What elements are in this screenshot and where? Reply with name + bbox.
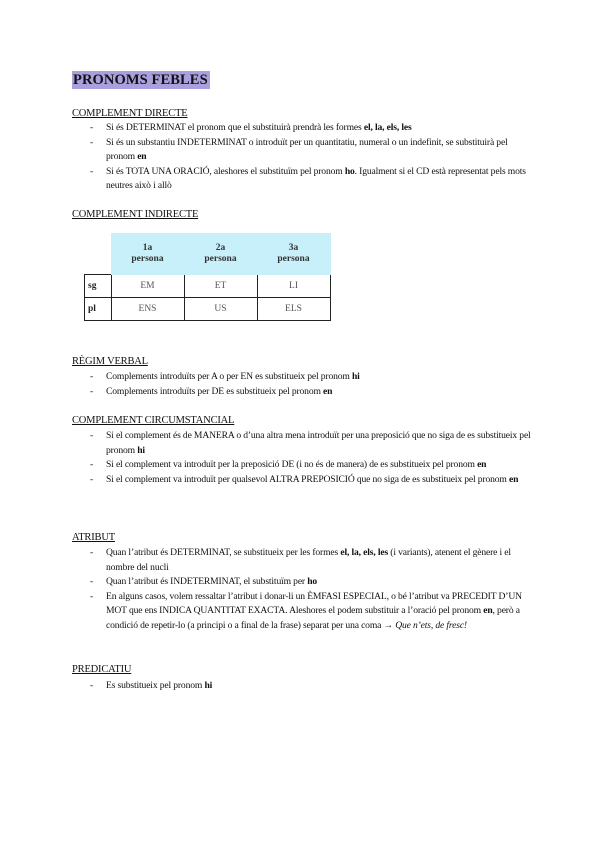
- heading-complement-indirecte: COMPLEMENT INDIRECTE: [72, 209, 199, 220]
- list-complement-circumstancial: [72, 429, 532, 487]
- table-cell: US: [184, 297, 257, 320]
- list-item: - Quan l’atribut és INDETERMINAT, el substituïm per ho: [72, 575, 532, 590]
- table-row: [85, 274, 331, 297]
- row-label: sg: [85, 274, 112, 297]
- table-cell: ENS: [111, 297, 184, 320]
- table-row: [85, 297, 331, 320]
- page-title: PRONOMS FEBLES: [73, 72, 208, 88]
- list-item: - Si és TOTA UNA ORACIÓ, aleshores el substituïm pel pronom ho. Igualment si el CD està representat pels mots neutres això i allò: [72, 165, 532, 194]
- table-header: 3a persona: [257, 234, 330, 275]
- heading-complement-directe: COMPLEMENT DIRECTE: [72, 108, 188, 119]
- pronoun-table: [84, 233, 331, 321]
- table-header: 2a persona: [184, 234, 257, 275]
- heading-regim-verbal: RÈGIM VERBAL: [72, 356, 148, 367]
- list-atribut: [72, 546, 532, 634]
- heading-atribut: ATRIBUT: [72, 532, 115, 543]
- table-cell: ELS: [257, 297, 330, 320]
- table-cell: LI: [257, 274, 330, 297]
- list-item: - Si és un substantiu INDETERMINAT o introduït per un quantitatiu, numeral o un indefinit, se substituirà pel pronom en: [72, 136, 532, 165]
- list-regim-verbal: [72, 370, 532, 399]
- list-item: - Es substitueix pel pronom hi: [72, 679, 532, 694]
- list-complement-directe: [72, 121, 532, 194]
- list-predicatiu: [72, 679, 532, 694]
- list-item: - Si és DETERMINAT el pronom que el substituirà prendrà les formes el, la, els, les: [72, 121, 532, 136]
- list-item: - Complements introduïts per DE es substitueix pel pronom en: [72, 385, 532, 400]
- list-item: - En alguns casos, volem ressaltar l’atribut i donar-li un ÈMFASI ESPECIAL, o bé l’atribut va PRECEDIT D’UN MOT que ens INDICA QUANTITAT EXACTA. Aleshores el podem substituir a l’oració pel pronom en, però a condició de repetir-lo (a principi o a final de la frase) separat per una coma → Que n’ets, de fresc!: [72, 590, 532, 634]
- list-item: - Si el complement és de MANERA o d’una altra mena introduït per una preposició que no siga de es substitueix pel pronom hi: [72, 429, 532, 458]
- list-item: - Complements introduïts per A o per EN es substitueix pel pronom hi: [72, 370, 532, 385]
- list-item: - Si el complement va introduït per la preposició DE (i no és de manera) de es substitueix pel pronom en: [72, 458, 532, 473]
- heading-predicatiu: PREDICATIU: [72, 664, 132, 675]
- list-item: - Quan l’atribut és DETERMINAT, se substitueix per les formes el, la, els, les (i variants), atenent el gènere i el nombre del nucli: [72, 546, 532, 575]
- list-item: - Si el complement va introduït per qualsevol ALTRA PREPOSICIÓ que no siga de es substitueix pel pronom en: [72, 473, 532, 488]
- table-cell: ET: [184, 274, 257, 297]
- row-label: pl: [85, 297, 112, 320]
- table-header: 1a persona: [111, 234, 184, 275]
- heading-complement-circumstancial: COMPLEMENT CIRCUMSTANCIAL: [72, 415, 235, 426]
- table-cell: EM: [111, 274, 184, 297]
